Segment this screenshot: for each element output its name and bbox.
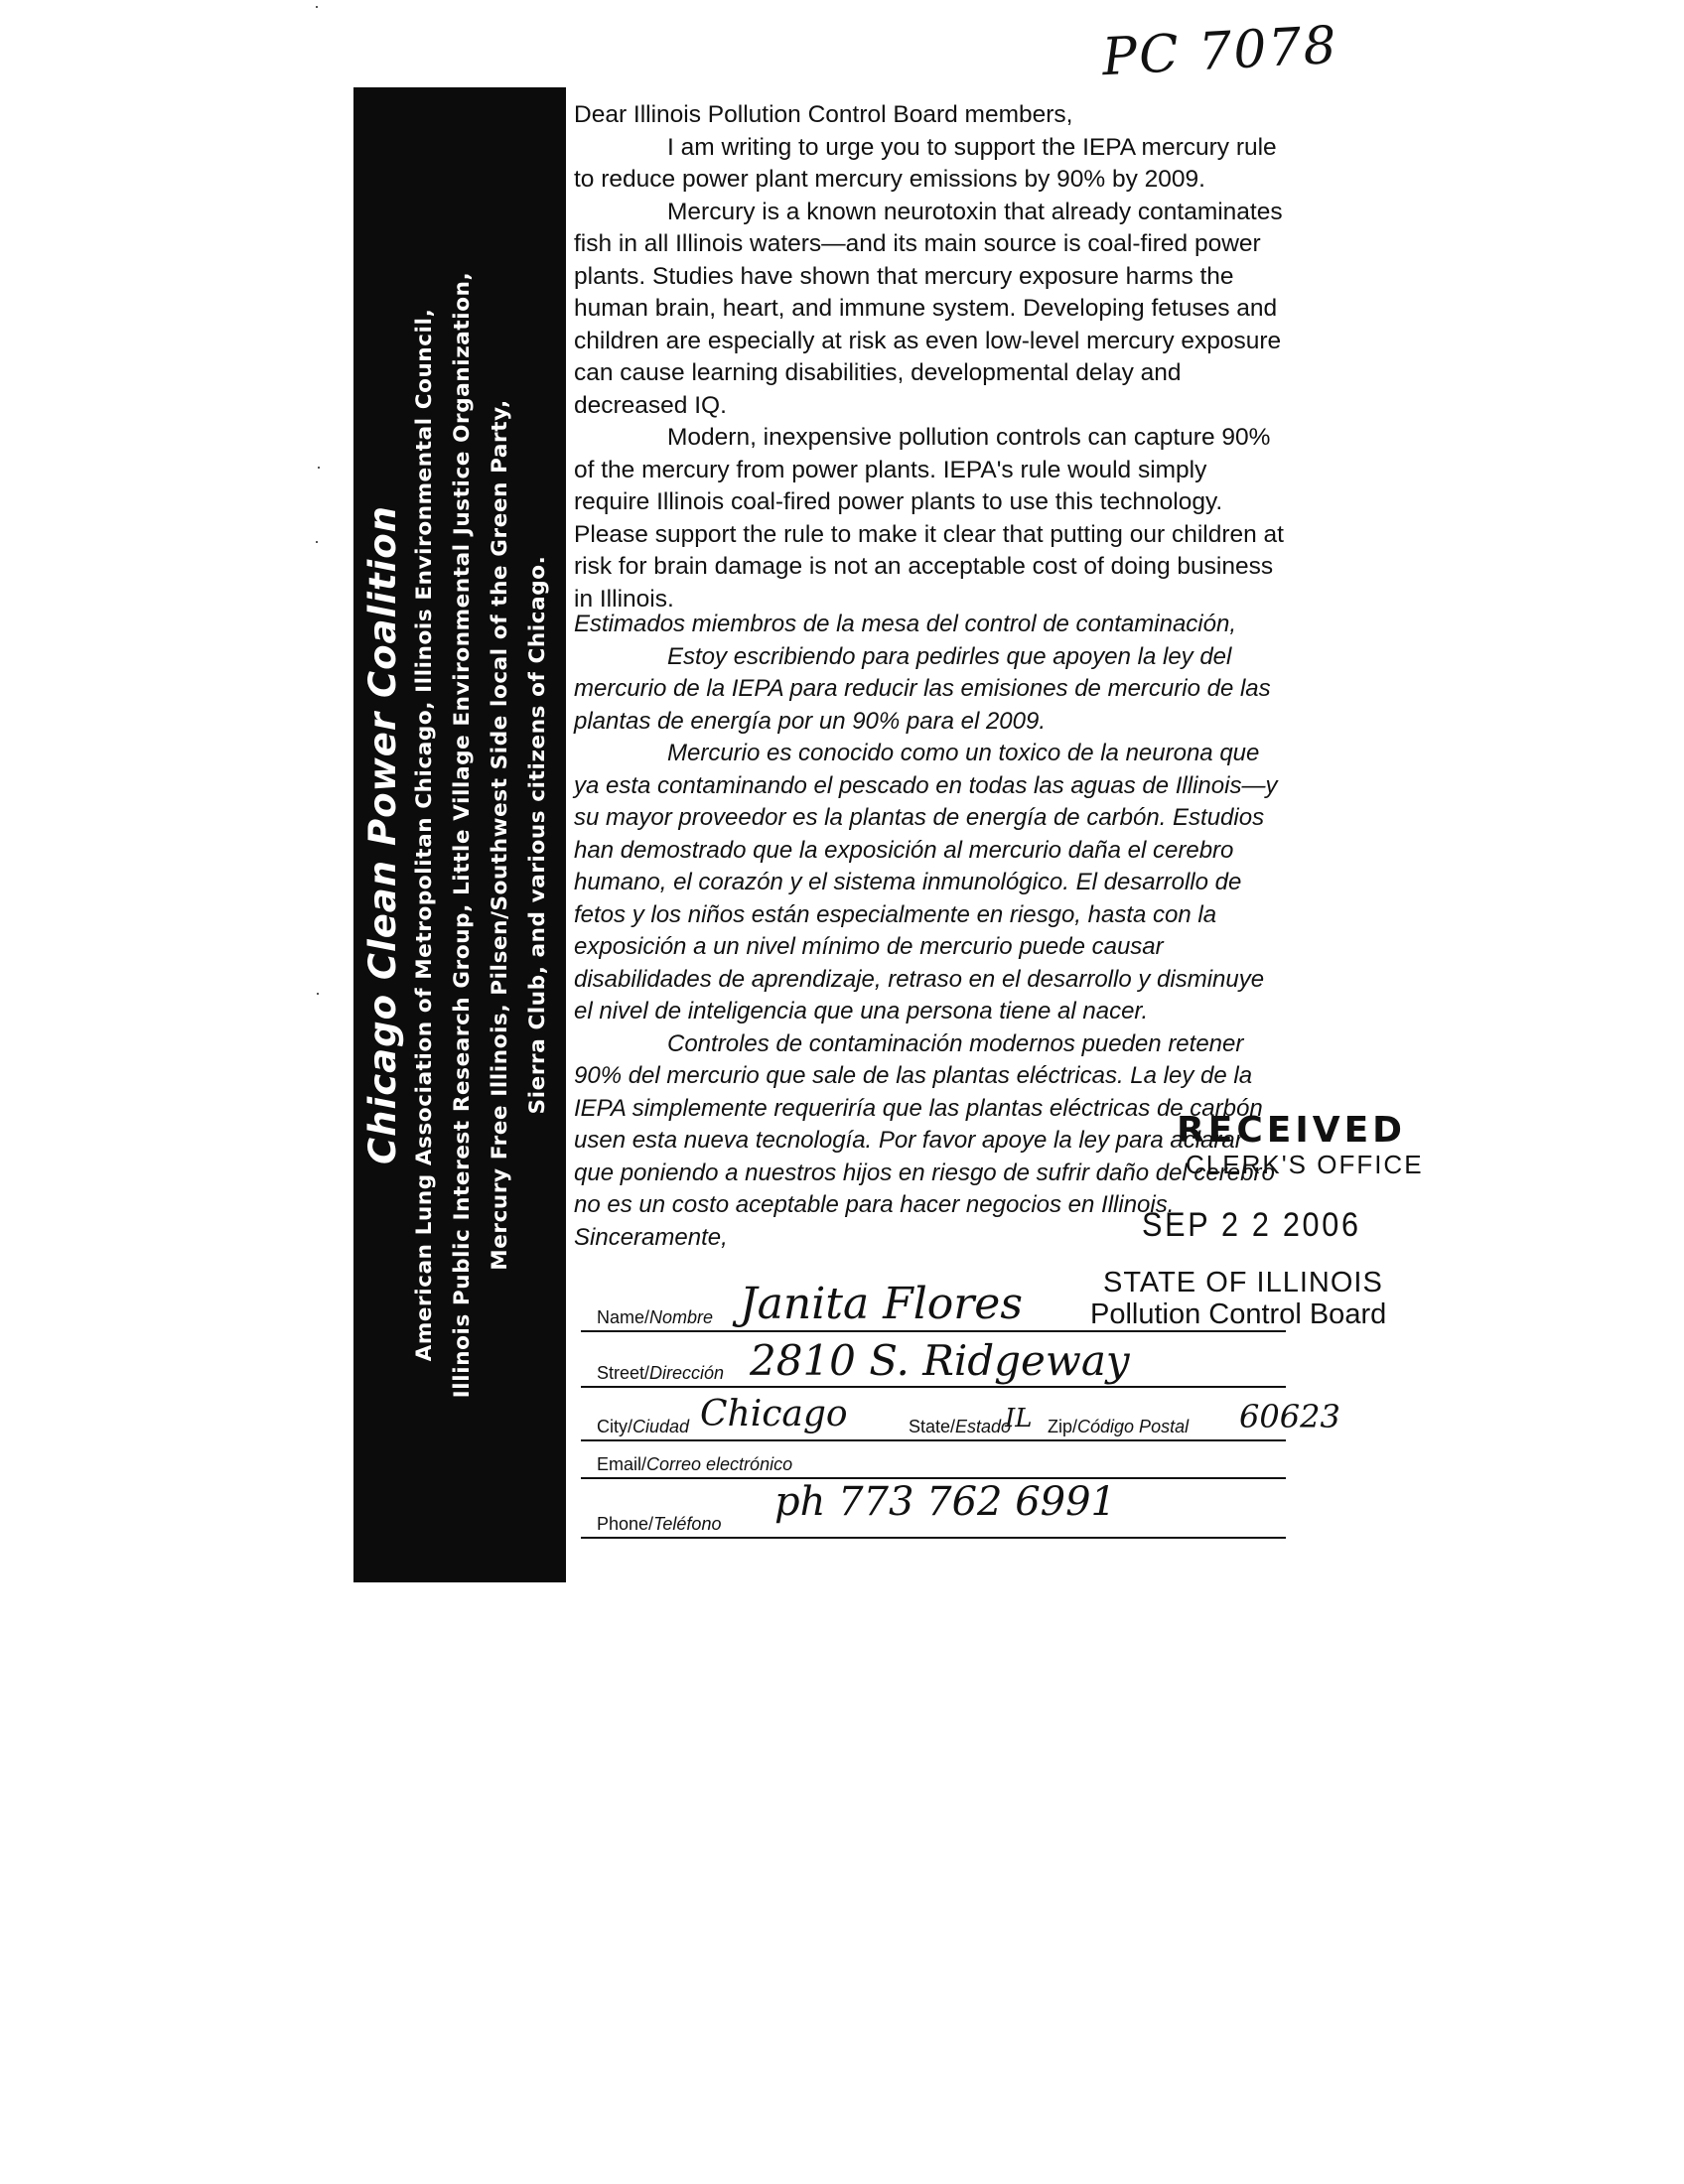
zip-label: Zip/Código Postal [1048, 1417, 1190, 1436]
received-stamp: RECEIVED [1177, 1110, 1407, 1151]
coalition-member-line: Mercury Free Illinois, Pilsen/Southwest Side local of the Green Party, [488, 399, 512, 1271]
city-label: City/Ciudad [597, 1417, 690, 1436]
coalition-member-line: Sierra Club, and various citizens of Chicago. [525, 555, 550, 1115]
coalition-title: Chicago Clean Power Coalition [361, 505, 404, 1164]
scan-speck [318, 467, 320, 469]
paragraph: Controles de contaminación modernos pueden retener 90% del mercurio que sale de las plantas eléctricas. La ley de la IEPA simplemente requeriría que las plantas eléctricas de carbón usen esta nueva tecnología. Por favor apoye la ley para aclarar que poniendo a nuestros hijos en riesgo de sufrir daño del cerebro no es un costo aceptable para hacer negocios en Illinois. [574, 1029, 1275, 1218]
name-label: Name/Nombre [597, 1307, 714, 1327]
scan-speck [316, 541, 318, 543]
email-label: Email/Correo electrónico [597, 1454, 793, 1474]
coalition-member-line: American Lung Association of Metropolitan Chicago, Illinois Environmental Council, [412, 308, 437, 1362]
board-stamp: Pollution Control Board [1090, 1298, 1387, 1330]
paragraph: Mercurio es conocido como un toxico de la neurona que ya esta contaminando el pescado en todas las aguas de Illinois—y su mayor proveedor es la plantas de energía de carbón. Estudios han demostrado que la exposición al mercurio daña el cerebro humano, el corazón y el sistema inmunológico. El desarrollo de fetos y los niños están especialmente en riesgo, hasta con la exposición a un nivel mínimo de mercurio puede causar disabilidades de aprendizaje, retraso en el desarrollo y disminuye el nivel de inteligencia que una persona tiene al nacer. [574, 740, 1278, 1024]
paragraph: Modern, inexpensive pollution controls can capture 90% of the mercury from power plants. IEPA's rule would simply require Illinois coal-fired power plants to use this technology. Please support the rule to make it clear that putting our children at risk for brain damage is not an acceptable cost of doing business in Illinois. [574, 424, 1284, 613]
paragraph: Mercury is a known neurotoxin that already contaminates fish in all Illinois waters—and its main source is coal-fired power plants. Studies have shown that mercury exposure harms the human brain, heart, and immune system. Developing fetuses and children are especially at risk as even low-level mercury exposure can cause learning disabilities, developmental delay and decreased IQ. [574, 198, 1283, 419]
coalition-member-line: Illinois Public Interest Research Group, Little Village Environmental Justice Organization, [450, 271, 475, 1399]
closing: Sinceramente, [574, 1223, 728, 1251]
sidebar-text [360, 100, 559, 1570]
salutation: Estimados miembros de la mesa del control de contaminación, [574, 611, 1236, 637]
state-label: State/Estado [909, 1417, 1012, 1436]
scan-speck [317, 993, 319, 995]
received-date-stamp: SEP 2 2 2006 [1142, 1206, 1361, 1244]
letter-spanish [574, 609, 1289, 1254]
street-value: 2810 S. Ridgeway [750, 1336, 1130, 1385]
city-value: Chicago [700, 1394, 848, 1434]
document-id: PC 7078 [1100, 15, 1340, 88]
paragraph: I am writing to urge you to support the IEPA mercury rule to reduce power plant mercury emissions by 90% by 2009. [574, 133, 1277, 193]
state-value: IL [1005, 1404, 1033, 1433]
paragraph: Estoy escribiendo para pedirles que apoyen la ley del mercurio de la IEPA para reducir las emisiones de mercurio de las plantas de energía por un 90% para el 2009. [574, 642, 1271, 735]
phone-value: ph 773 762 6991 [774, 1479, 1117, 1525]
salutation: Dear Illinois Pollution Control Board members, [574, 101, 1073, 128]
city-state-zip-row [581, 1400, 1286, 1441]
street-label: Street/Dirección [597, 1363, 725, 1383]
email-field[interactable] [581, 1437, 1286, 1479]
state-stamp: STATE OF ILLINOIS [1103, 1267, 1383, 1298]
clerks-office-stamp: CLERK'S OFFICE [1186, 1150, 1424, 1179]
name-value: Janita Flores [740, 1279, 1023, 1329]
coalition-sidebar [353, 87, 566, 1582]
scan-speck [316, 6, 318, 8]
letter-english [574, 99, 1289, 615]
phone-label: Phone/Teléfono [597, 1514, 722, 1534]
zip-value: 60623 [1239, 1398, 1340, 1435]
